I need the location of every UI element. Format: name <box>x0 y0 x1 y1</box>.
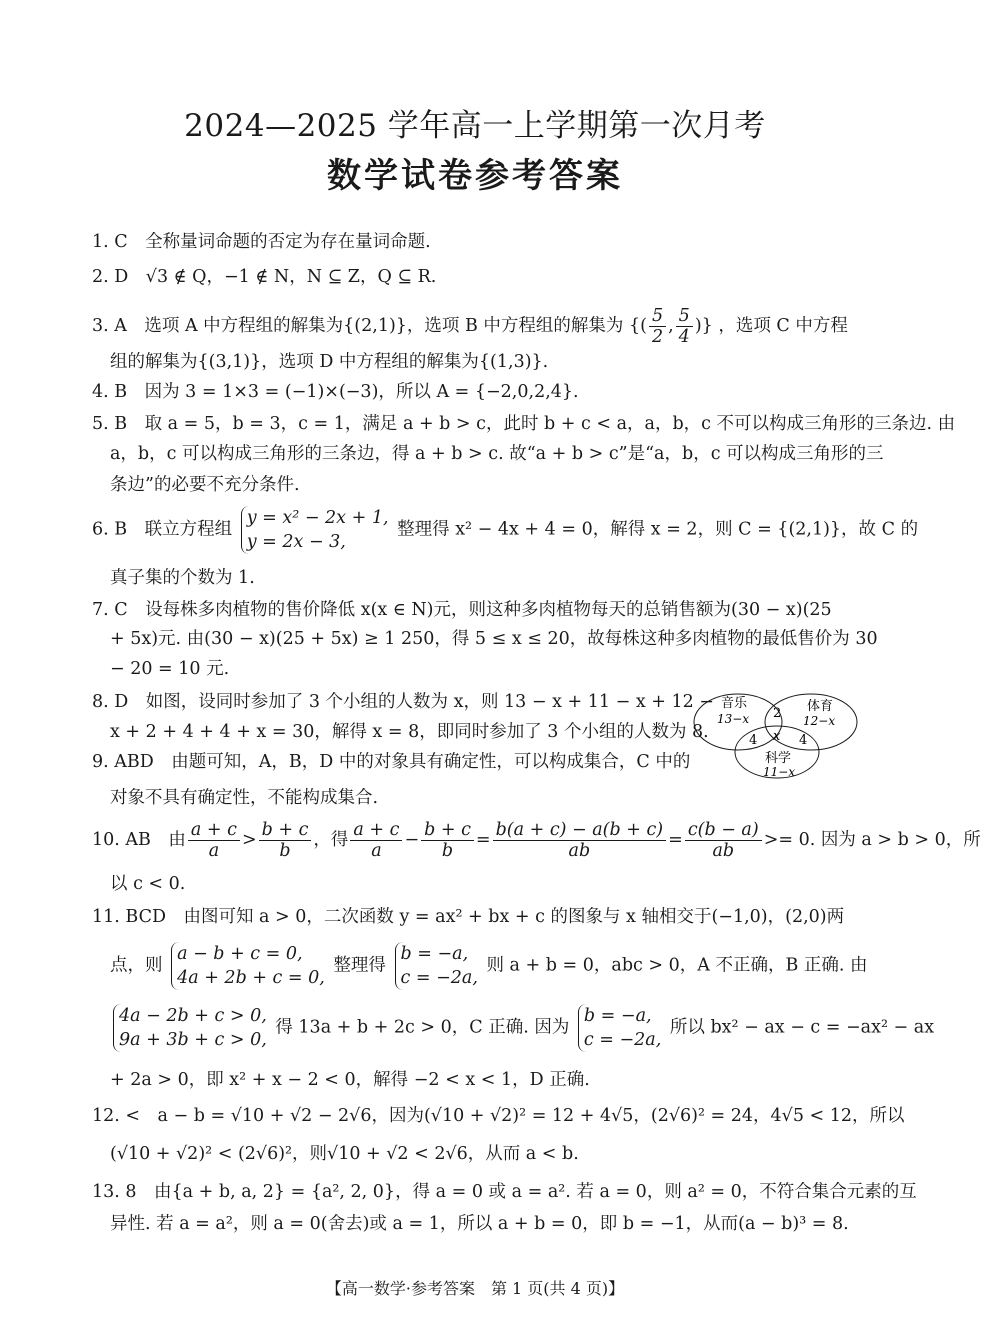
answer-8-line1: 8. D 如图，设同时参加了 3 个小组的人数为 x，则 13 − x + 11 − x + 12 − <box>92 692 714 712</box>
venn-diagram <box>693 690 861 780</box>
answer-7-line3: − 20 = 10 元. <box>110 659 230 679</box>
answer-1: 1. C 全称量词命题的否定为存在量词命题. <box>92 232 431 252</box>
answer-12-line2: (√10 + √2)² < (2√6)²，则√10 + √2 < 2√6，从而 a < b. <box>110 1144 579 1164</box>
answer-10-cont: 以 c < 0. <box>110 874 186 894</box>
answer-5-line1: 5. B 取 a = 5，b = 3，c = 1，满足 a + b > c，此时 b + c < a，a，b，c 不可以构成三角形的三条边. 由 <box>92 414 956 434</box>
answer-3-text-a: 3. A 选项 A 中方程组的解集为{(2,1)}，选项 B 中方程组的解集为 <box>92 316 624 336</box>
answer-6-cont: 真子集的个数为 1. <box>110 568 255 588</box>
exam-title: 2024—2025 学年高一上学期第一次月考 <box>184 108 766 144</box>
music-sport-overlap: 2 <box>773 706 782 721</box>
sport-count: 12−x <box>803 714 836 728</box>
answer-3-set: {( $\frac{5}{2}$ , $\frac{5}{4}$ )} <box>628 306 713 347</box>
answer-3-text-b: ，选项 C 中方程 <box>718 316 848 336</box>
equation-system-6: y = x² − 2x + 1, y = 2x − 3, <box>241 506 389 554</box>
answer-11-line4: + 2a > 0，即 x² + x − 2 < 0，解得 −2 < x < 1，D 正确. <box>110 1070 590 1090</box>
sport-science-overlap: 4 <box>799 733 808 748</box>
answer-3 <box>92 306 848 347</box>
answer-9-line2: 对象不具有确定性，不能构成集合. <box>110 788 379 808</box>
answer-7-line2: + 5x)元. 由(30 − x)(25 + 5x) ≥ 1 250，得 5 ≤ x ≤ 20，故每株这种多肉植物的最低售价为 30 <box>110 629 878 649</box>
answer-4: 4. B 因为 3 = 1×3 = (−1)×(−3)，所以 A = {−2,0,2,4}. <box>92 382 579 402</box>
music-label: 音乐 <box>721 696 748 711</box>
music-science-overlap: 4 <box>749 733 758 748</box>
answer-11-line1: 11. BCD 由图可知 a > 0，二次函数 y = ax² + bx + c 的图象与 x 轴相交于(−1,0)，(2,0)两 <box>92 907 845 927</box>
answer-11-line2: 点，则 a − b + c = 0, 4a + 2b + c = 0, 整理得 b = −a, c = −2a, 则 a + b = 0，abc > 0，A 不正确，B 正确. 由 <box>110 944 868 988</box>
answer-2: 2. D √3 ∉ Q，−1 ∉ N，N ⊆ Z，Q ⊆ R. <box>92 267 437 287</box>
page-footer: 【高一数学·参考答案 第 1 页(共 4 页)】 <box>325 1279 625 1298</box>
answer-8-line2: x + 2 + 4 + 4 + x = 30，解得 x = 8，即同时参加了 3 个小组的人数为 8. <box>110 722 709 742</box>
answer-9-line1: 9. ABD 由题可知，A，B，D 中的对象具有确定性，可以构成集合，C 中的 <box>92 752 691 772</box>
music-count: 13−x <box>717 712 750 726</box>
answer-5-line2: a，b，c 可以构成三角形的三条边，得 a + b > c. 故“a + b > c”是“a，b，c 可以构成三角形的三 <box>110 444 884 464</box>
answer-11-line3: 4a − 2b + c > 0, 9a + 3b + c > 0, 得 13a + b + 2c > 0，C 正确. 因为 b = −a, c = −2a, 所以 bx² − ax − c = −ax² − ax <box>110 1004 934 1052</box>
answer-13-line1: 13. 8 由{a + b, a, 2} = {a², 2, 0}，得 a = 0 或 a = a². 若 a = 0，则 a² = 0，不符合集合元素的互 <box>92 1182 917 1202</box>
triple-overlap: x <box>773 729 781 744</box>
answer-3-cont: 组的解集为{(3,1)}，选项 D 中方程组的解集为{(1,3)}. <box>110 352 549 372</box>
answer-7-line1: 7. C 设每株多肉植物的售价降低 x(x ∈ N)元，则这种多肉植物每天的总销售额为(30 − x)(25 <box>92 600 832 620</box>
answer-12-line1: 12. < a − b = √10 + √2 − 2√6，因为(√10 + √2)² = 12 + 4√5，(2√6)² = 24，4√5 < 12，所以 <box>92 1106 905 1126</box>
answer-6: 6. B 联立方程组 y = x² − 2x + 1, y = 2x − 3, 整理得 x² − 4x + 4 = 0，解得 x = 2，则 C = {(2,1)}，故 C 的 <box>92 508 919 552</box>
science-count: 11−x <box>763 765 796 779</box>
sport-label: 体育 <box>807 699 834 714</box>
answer-key-title: 数学试卷参考答案 <box>327 156 623 196</box>
answer-10: 10. AB 由 $\frac{a + c}{a}$ > $\frac{b + c}{b}$ ，得 $\frac{a + c}{a}$ − $\frac{b + c}{b}$ = $\frac{b(a + c) - a(b + c)}{ab}$ = $\frac{c(b - a)}{ab}$ >= 0. 因为 a > b > 0，所 <box>92 820 981 861</box>
answer-13-line2: 异性. 若 a = a²，则 a = 0(舍去)或 a = 1，所以 a + b = 0，即 b = −1，从而(a − b)³ = 8. <box>110 1214 849 1234</box>
science-label: 科学 <box>765 751 792 766</box>
answer-5-line3: 条边”的必要不充分条件. <box>110 475 300 495</box>
